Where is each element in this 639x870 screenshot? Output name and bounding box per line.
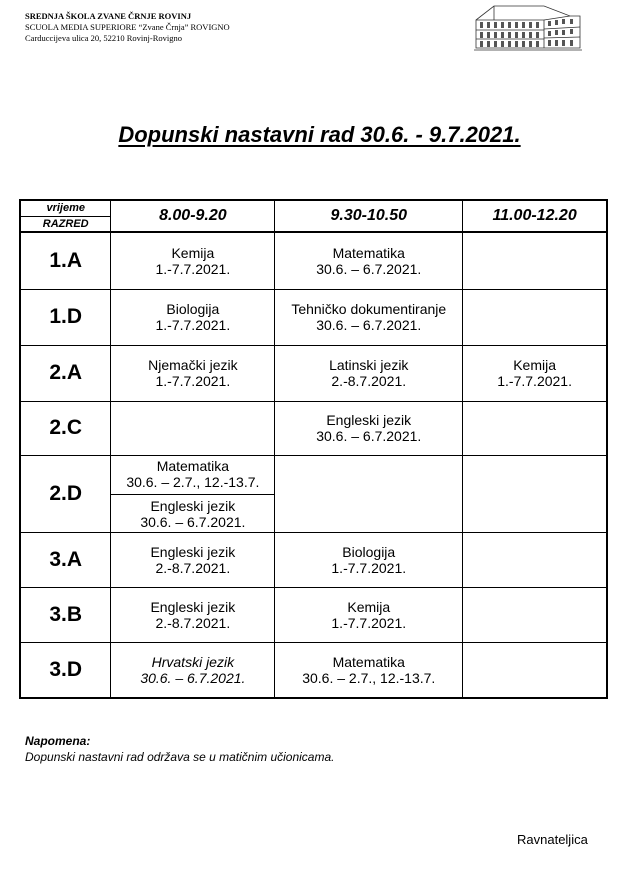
schedule-cell — [275, 232, 463, 289]
table-row — [20, 642, 607, 698]
empty-cell — [463, 532, 607, 587]
table-row — [20, 587, 607, 642]
schedule-cell — [111, 455, 275, 532]
schedule-cell — [111, 345, 275, 401]
school-header — [25, 11, 230, 44]
schedule-table — [19, 199, 608, 699]
schedule-entry — [111, 495, 274, 530]
dates: 30.6. – 6.7.2021. — [316, 260, 422, 277]
table-row — [20, 345, 607, 401]
schedule-cell — [275, 401, 463, 455]
subject: Kemija — [347, 598, 391, 615]
subject: Matematika — [332, 653, 405, 670]
schedule-cell — [111, 532, 275, 587]
page-title: Dopunski nastavni rad 30.6. - 9.7.2021. — [118, 122, 521, 147]
slot-header-2: 9.30-10.50 — [275, 200, 463, 232]
table-row — [20, 455, 607, 532]
note-heading: Napomena: — [25, 734, 91, 748]
subject: Matematika — [332, 244, 405, 261]
class-label: 1.D — [20, 289, 111, 345]
slot-header-3: 11.00-12.20 — [463, 200, 607, 232]
note-text: Dopunski nastavni rad održava se u matičnim učionicama. — [25, 750, 335, 764]
subject: Engleski jezik — [150, 598, 236, 615]
table-row — [20, 289, 607, 345]
subject: Latinski jezik — [329, 357, 409, 373]
class-label: 2.C — [20, 401, 111, 455]
note-block — [25, 733, 334, 765]
empty-cell — [463, 401, 607, 455]
dates: 1.-7.7.2021. — [331, 559, 407, 576]
class-label: 1.A — [20, 232, 111, 289]
school-name-hr: SREDNJA ŠKOLA ZVANE ČRNJE ROVINJ — [25, 11, 192, 21]
signature-label: Ravnateljica — [517, 832, 588, 847]
corner-time-label: vrijeme — [46, 202, 85, 214]
dates: 1.-7.7.2021. — [155, 317, 231, 333]
dates: 30.6. – 6.7.2021. — [140, 513, 246, 530]
table-row — [20, 401, 607, 455]
schedule-cell — [111, 289, 275, 345]
empty-cell — [463, 455, 607, 532]
dates: 2.-8.7.2021. — [331, 373, 407, 389]
dates: 30.6. – 2.7., 12.-13.7. — [302, 669, 436, 686]
schedule-cell — [275, 587, 463, 642]
dates: 30.6. – 2.7., 12.-13.7. — [126, 473, 260, 490]
subject: Tehničko dokumentiranje — [291, 301, 447, 317]
subject: Biologija — [342, 543, 396, 560]
dates: 1.-7.7.2021. — [331, 614, 407, 631]
dates: 2.-8.7.2021. — [155, 614, 231, 631]
class-label: 2.A — [20, 345, 111, 401]
subject: Kemija — [171, 244, 215, 261]
class-label: 3.B — [20, 587, 111, 642]
class-label: 3.D — [20, 642, 111, 698]
schedule-cell — [111, 642, 275, 698]
table-row — [20, 532, 607, 587]
dates: 30.6. – 6.7.2021. — [316, 317, 422, 333]
subject: Engleski jezik — [150, 497, 236, 514]
empty-cell — [111, 401, 275, 455]
schedule-cell — [275, 345, 463, 401]
empty-cell — [275, 455, 463, 532]
school-building-logo — [474, 2, 582, 54]
dates: 1.-7.7.2021. — [155, 373, 231, 389]
dates: 1.-7.7.2021. — [155, 260, 231, 277]
subject: Kemija — [513, 357, 557, 373]
subject: Matematika — [156, 457, 230, 474]
schedule-cell — [111, 587, 275, 642]
table-row — [20, 232, 607, 289]
schedule-cell — [275, 642, 463, 698]
table-header-row — [20, 200, 607, 232]
dates: 1.-7.7.2021. — [497, 373, 572, 389]
schedule-entry — [111, 458, 274, 495]
subject: Njemački jezik — [148, 357, 238, 373]
empty-cell — [463, 587, 607, 642]
dates: 30.6. – 6.7.2021. — [140, 669, 246, 686]
subject: Biologija — [166, 301, 220, 317]
dates: 30.6. – 6.7.2021. — [316, 428, 422, 444]
class-label: 2.D — [20, 455, 111, 532]
subject: Hrvatski jezik — [151, 653, 235, 670]
subject: Engleski jezik — [326, 412, 412, 428]
subject: Engleski jezik — [150, 543, 236, 560]
empty-cell — [463, 232, 607, 289]
empty-cell — [463, 642, 607, 698]
schedule-cell — [275, 532, 463, 587]
corner-cell — [20, 200, 111, 232]
slot-header-1: 8.00-9.20 — [111, 200, 275, 232]
school-address: Carduccijeva ulica 20, 52210 Rovinj-Rovigno — [25, 33, 182, 43]
schedule-cell — [275, 289, 463, 345]
schedule-cell — [111, 232, 275, 289]
schedule-cell — [463, 345, 607, 401]
empty-cell — [463, 289, 607, 345]
school-name-it: SCUOLA MEDIA SUPERIORE “Zvane Črnja” ROVIGNO — [25, 22, 230, 32]
corner-class-label: RAZRED — [42, 218, 89, 230]
class-label: 3.A — [20, 532, 111, 587]
dates: 2.-8.7.2021. — [155, 559, 231, 576]
